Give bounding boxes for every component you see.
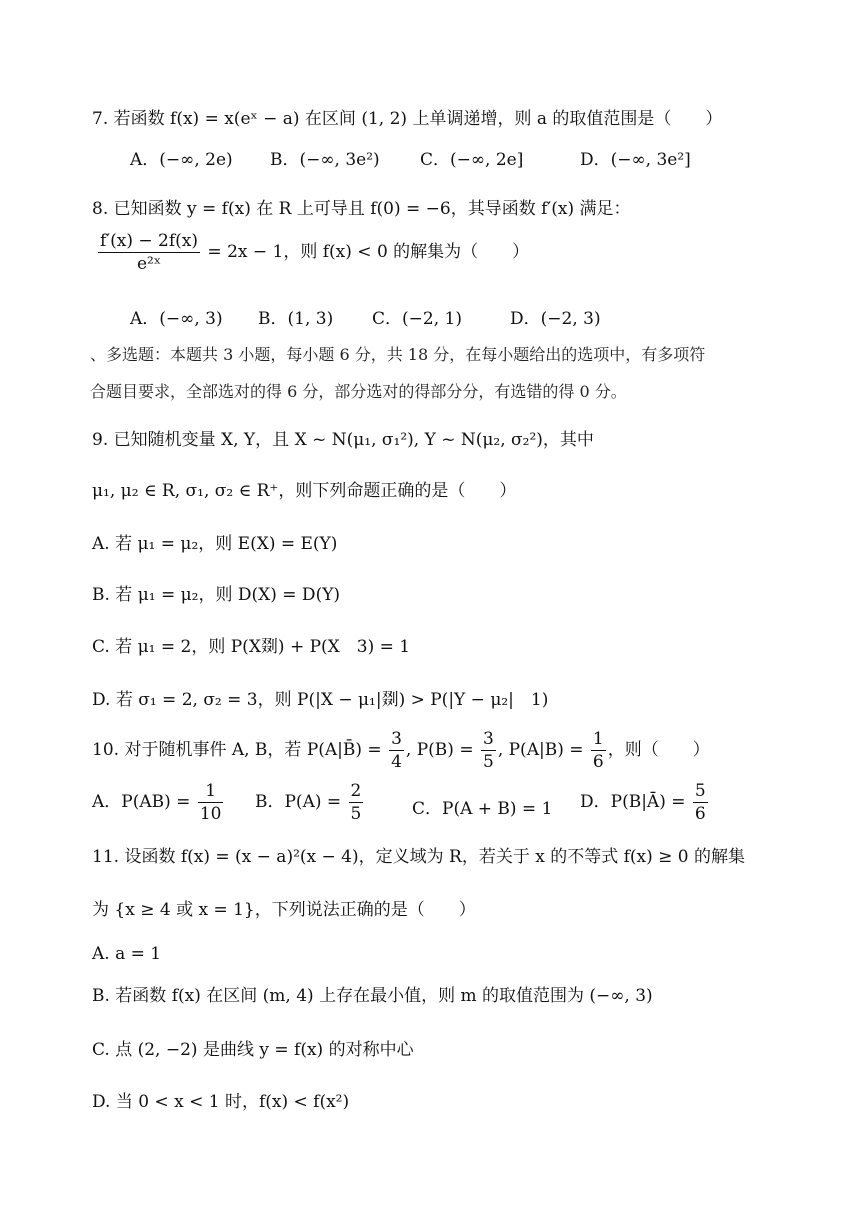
q10-option-a-denominator: 10 <box>199 804 222 824</box>
q10-option-a <box>92 780 225 825</box>
q8-fraction-denominator: e²ˣ <box>136 254 162 274</box>
q10-option-b-numerator: 2 <box>350 781 362 801</box>
q7-option-b: B．(−∞, 3e²) <box>270 150 380 170</box>
q10-stem-prefix: 10. 对于随机事件 A, B，若 P(A|B̄) = <box>92 740 382 760</box>
q10-option-d-fraction <box>693 780 708 825</box>
q11-stem-line1: 11. 设函数 f(x) = (x − a)²(x − 4)，定义域为 R，若关于 x 的不等式 f(x) ≥ 0 的解集 <box>92 847 746 867</box>
section-instruction-line1: 、多选题：本题共 3 小题，每小题 6 分，共 18 分，在每小题给出的选项中，有多项符 <box>90 345 706 364</box>
q11-option-c: C. 点 (2, −2) 是曲线 y = f(x) 的对称中心 <box>92 1040 414 1060</box>
q11-option-a: A. a = 1 <box>92 944 162 964</box>
q9-option-c: C. 若 μ₁ = 2，则 P(X剟) + P(X 3) = 1 <box>92 637 411 657</box>
q9-option-d: D. 若 σ₁ = 2, σ₂ = 3，则 P(|X − μ₁|剟) > P(|Y − μ₂| 1) <box>92 690 549 710</box>
q10-option-d-numerator: 5 <box>694 781 706 801</box>
q10-option-b-text: B．P(A) = <box>255 792 342 812</box>
q9-stem-line2: μ₁, μ₂ ∈ R, σ₁, σ₂ ∈ R⁺，则下列命题正确的是（ ） <box>92 481 517 501</box>
q7-option-c: C．(−∞, 2e] <box>420 150 524 170</box>
q11-option-b: B. 若函数 f(x) 在区间 (m, 4) 上存在最小值，则 m 的取值范围为 (−∞, 3) <box>92 986 653 1006</box>
q8-equation <box>96 230 529 275</box>
q10-fraction-2-denominator: 5 <box>482 752 494 772</box>
q9-option-b: B. 若 μ₁ = μ₂，则 D(X) = D(Y) <box>92 585 341 605</box>
q7-option-a: A．(−∞, 2e) <box>130 150 233 170</box>
q10-option-a-fraction <box>198 780 224 825</box>
q10-fraction-2 <box>481 728 496 773</box>
q10-fraction-1-numerator: 3 <box>391 729 402 749</box>
q8-option-c: C．(−2, 1) <box>372 309 462 329</box>
q10-option-c: C．P(A + B) = 1 <box>412 799 553 819</box>
q8-fraction <box>98 230 200 275</box>
q8-equation-rest: = 2x − 1，则 f(x) < 0 的解集为（ ） <box>207 242 530 262</box>
q10-option-d-denominator: 6 <box>694 804 706 824</box>
q10-fraction-2-numerator: 3 <box>482 729 494 749</box>
q11-stem-line2: 为 {x ≥ 4 或 x = 1}，下列说法正确的是（ ） <box>92 900 476 920</box>
q10-stem-mid1: , P(B) = <box>405 740 474 760</box>
q10-option-b-denominator: 5 <box>350 804 362 824</box>
q10-fraction-3-denominator: 6 <box>592 752 604 772</box>
q10-stem-mid2: , P(A|B) = <box>497 740 584 760</box>
q11-option-d: D. 当 0 < x < 1 时，f(x) < f(x²) <box>92 1092 350 1112</box>
q7-stem: 7. 若函数 f(x) = x(eˣ − a) 在区间 (1, 2) 上单调递增，则 a 的取值范围是（ ） <box>92 109 723 129</box>
q10-option-d-text: D．P(B|Ā) = <box>580 792 686 812</box>
q10-stem <box>92 728 710 773</box>
q10-stem-suffix: ，则（ ） <box>607 740 710 760</box>
q10-fraction-3-numerator: 1 <box>592 729 604 749</box>
q10-fraction-1 <box>389 728 404 773</box>
q7-option-d: D．(−∞, 3e²] <box>580 150 691 170</box>
q8-option-d: D．(−2, 3) <box>510 309 601 329</box>
q10-fraction-3 <box>591 728 606 773</box>
q8-fraction-numerator: f′(x) − 2f(x) <box>100 231 199 251</box>
q10-option-d <box>580 780 710 825</box>
q9-option-a: A. 若 μ₁ = μ₂，则 E(X) = E(Y) <box>92 534 338 554</box>
section-instruction-line2: 合题目要求，全部选对的得 6 分，部分选对的得部分分，有选错的得 0 分。 <box>90 382 627 401</box>
q8-option-b: B．(1, 3) <box>258 309 334 329</box>
q8-stem: 8. 已知函数 y = f(x) 在 R 上可导且 f(0) = −6，其导函数 f′(x) 满足： <box>92 199 631 219</box>
q10-option-a-text: A．P(AB) = <box>92 792 191 812</box>
q10-fraction-1-denominator: 4 <box>391 752 402 772</box>
q8-option-a: A．(−∞, 3) <box>130 309 223 329</box>
q10-option-b-fraction <box>349 780 364 825</box>
q9-stem-line1: 9. 已知随机变量 X, Y，且 X ~ N(μ₁, σ₁²), Y ~ N(μ₂, σ₂²)，其中 <box>92 430 594 450</box>
q10-option-a-numerator: 1 <box>198 780 224 803</box>
q10-option-b <box>255 780 365 825</box>
